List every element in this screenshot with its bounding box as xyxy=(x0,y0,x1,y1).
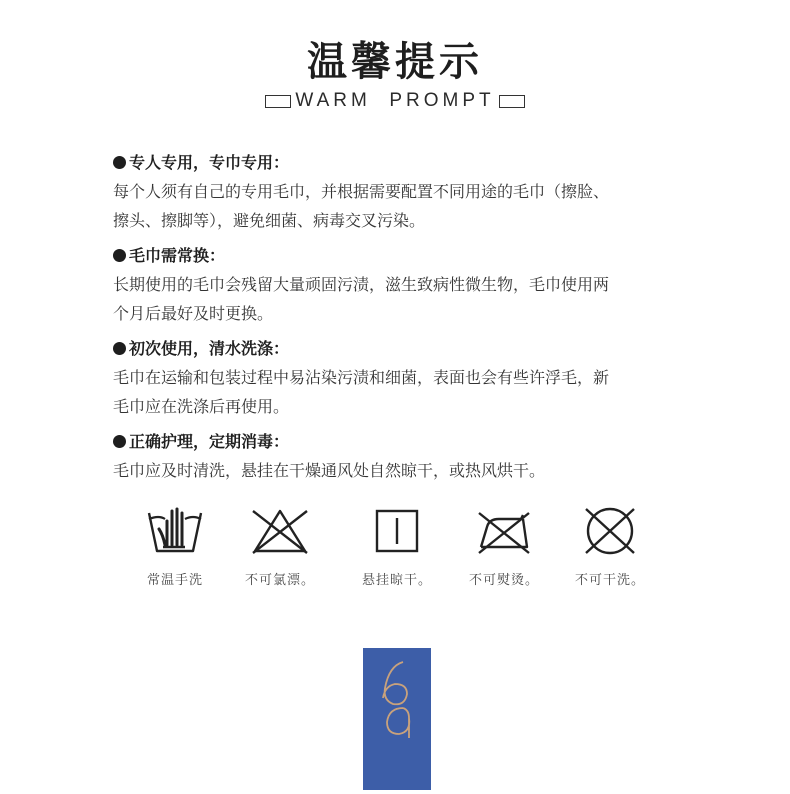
no-dry-clean-icon xyxy=(580,505,640,555)
care-item-line-dry xyxy=(342,505,452,588)
subtitle-right-box xyxy=(499,95,525,108)
tip-body-line: 毛巾应在洗涤后再使用。 xyxy=(113,397,290,416)
tip-body-line: 个月后最好及时更换。 xyxy=(113,304,274,323)
bullet-dot-icon xyxy=(113,156,126,169)
brand-monogram-icon xyxy=(363,648,431,790)
tip-body-line: 每个人须有自己的专用毛巾，并根据需要配置不同用途的毛巾（擦脸、 xyxy=(113,182,610,201)
subtitle-text: WARM PROMPT xyxy=(295,90,495,111)
brand-logo xyxy=(363,648,431,790)
care-item-no-iron xyxy=(449,505,559,588)
tip-proper-care xyxy=(113,427,713,485)
care-label: 不可氯漂。 xyxy=(244,573,315,588)
care-item-hand-wash xyxy=(120,505,230,588)
bullet-dot-icon xyxy=(113,342,126,355)
page-title: 温馨提示 xyxy=(307,39,483,85)
tips-list xyxy=(113,148,713,491)
no-iron-icon xyxy=(473,505,535,555)
tip-heading: 毛巾需常换： xyxy=(129,246,226,265)
subtitle-left-box xyxy=(265,95,291,108)
tip-heading: 初次使用，清水洗涤： xyxy=(129,339,290,358)
no-bleach-icon xyxy=(249,505,311,555)
care-label: 不可熨烫。 xyxy=(468,573,539,588)
bullet-dot-icon xyxy=(113,249,126,262)
care-label: 悬挂晾干。 xyxy=(361,573,432,588)
tip-heading: 专人专用，专巾专用： xyxy=(129,153,290,172)
care-label: 常温手洗 xyxy=(146,573,203,588)
tip-body-line: 毛巾在运输和包装过程中易沾染污渍和细菌，表面也会有些许浮毛，新 xyxy=(113,368,610,387)
tip-exclusive-use xyxy=(113,148,713,235)
tip-body-line: 擦头、擦脚等），避免细菌、病毒交叉污染。 xyxy=(113,211,426,230)
care-item-no-bleach xyxy=(225,505,335,588)
tip-body-line: 毛巾应及时清洗，悬挂在干燥通风处自然晾干，或热风烘干。 xyxy=(113,461,546,480)
line-dry-icon xyxy=(372,505,422,555)
care-icons-row xyxy=(120,505,680,605)
subtitle-row xyxy=(0,90,790,112)
care-label: 不可干洗。 xyxy=(574,573,645,588)
tip-heading: 正确护理，定期消毒： xyxy=(129,432,290,451)
care-item-no-dry-clean xyxy=(555,505,665,588)
tip-first-use xyxy=(113,334,713,421)
bullet-dot-icon xyxy=(113,435,126,448)
tip-body-line: 长期使用的毛巾会残留大量顽固污渍，滋生致病性微生物，毛巾使用两 xyxy=(113,275,610,294)
hand-wash-icon xyxy=(145,505,205,555)
tip-replace-often xyxy=(113,241,713,328)
